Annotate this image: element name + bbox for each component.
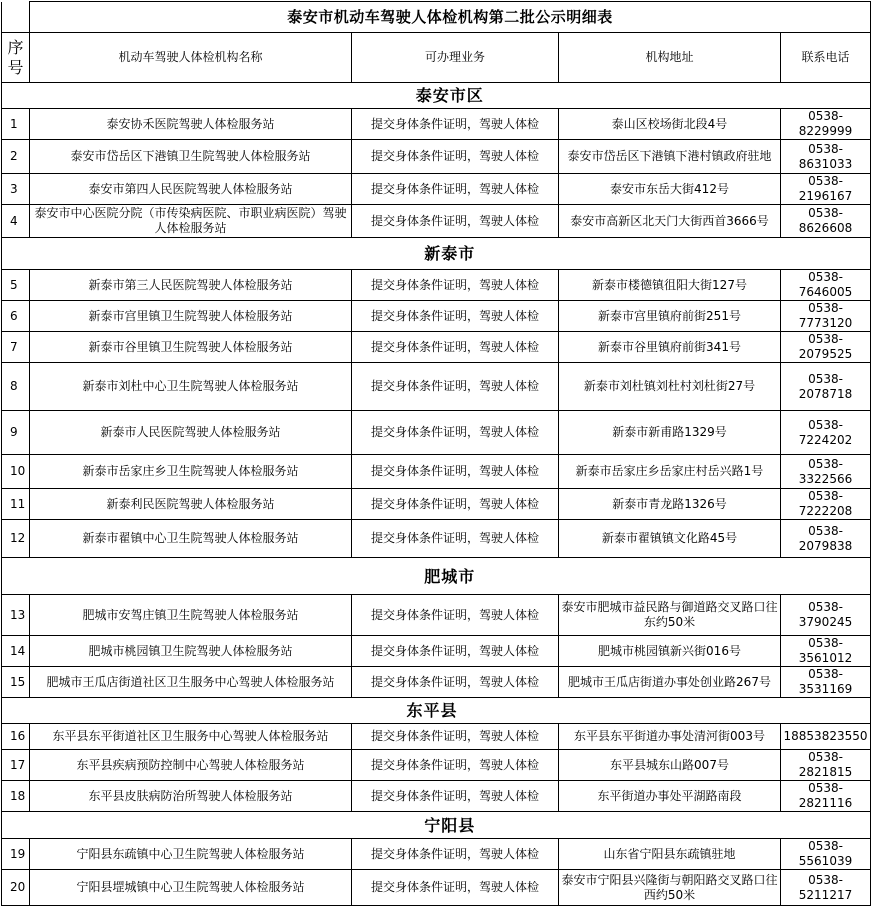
- row-address: 东平街道办事处平湖路南段: [559, 781, 781, 812]
- row-seq: 14: [2, 636, 30, 667]
- row-address: 肥城市桃园镇新兴街016号: [559, 636, 781, 667]
- header-seq: 序号: [2, 33, 30, 83]
- table-title: 泰安市机动车驾驶人体检机构第二批公示明细表: [30, 2, 871, 33]
- row-seq: 9: [2, 411, 30, 455]
- section-spacer: [2, 83, 30, 109]
- row-address: 新泰市岳家庄乡岳家庄村岳兴路1号: [559, 455, 781, 489]
- section-spacer: [2, 698, 30, 724]
- row-business: 提交身体条件证明，驾驶人体检: [352, 270, 559, 301]
- table-row: [2, 781, 871, 812]
- table-row: [2, 455, 871, 489]
- row-phone: 0538-3790245: [781, 595, 871, 636]
- row-business: 提交身体条件证明，驾驶人体检: [352, 781, 559, 812]
- row-seq: 15: [2, 667, 30, 698]
- row-phone: 0538-7224202: [781, 411, 871, 455]
- row-name: 泰安市第四人民医院驾驶人体检服务站: [30, 174, 352, 205]
- row-name: 新泰市第三人民医院驾驶人体检服务站: [30, 270, 352, 301]
- row-seq: 4: [2, 205, 30, 238]
- row-business: 提交身体条件证明，驾驶人体检: [352, 332, 559, 363]
- section-title: 新泰市: [30, 238, 871, 270]
- row-name: 肥城市安驾庄镇卫生院驾驶人体检服务站: [30, 595, 352, 636]
- row-address: 新泰市宫里镇府前街251号: [559, 301, 781, 332]
- section-spacer: [2, 558, 30, 595]
- table-row: [2, 363, 871, 411]
- row-seq: 18: [2, 781, 30, 812]
- row-phone: 0538-2079525: [781, 332, 871, 363]
- row-seq: 17: [2, 750, 30, 781]
- row-business: 提交身体条件证明，驾驶人体检: [352, 489, 559, 520]
- row-phone: 0538-8626608: [781, 205, 871, 238]
- section-title: 东平县: [30, 698, 871, 724]
- table-row: [2, 520, 871, 558]
- row-phone: 0538-8631033: [781, 140, 871, 174]
- section-spacer: [2, 238, 30, 270]
- section-row: [2, 812, 871, 839]
- row-seq: 6: [2, 301, 30, 332]
- title-corner: [2, 2, 30, 33]
- row-address: 泰山区校场街北段4号: [559, 109, 781, 140]
- row-seq: 3: [2, 174, 30, 205]
- row-phone: 0538-3322566: [781, 455, 871, 489]
- row-address: 泰安市肥城市益民路与御道路交叉路口往东约50米: [559, 595, 781, 636]
- row-business: 提交身体条件证明，驾驶人体检: [352, 667, 559, 698]
- row-name: 宁阳县堽城镇中心卫生院驾驶人体检服务站: [30, 870, 352, 906]
- row-business: 提交身体条件证明，驾驶人体检: [352, 724, 559, 750]
- row-name: 东平县东平街道社区卫生服务中心驾驶人体检服务站: [30, 724, 352, 750]
- row-name: 泰安市岱岳区下港镇卫生院驾驶人体检服务站: [30, 140, 352, 174]
- row-phone: 18853823550: [781, 724, 871, 750]
- row-seq: 16: [2, 724, 30, 750]
- table-row: [2, 301, 871, 332]
- row-name: 东平县皮肤病防治所驾驶人体检服务站: [30, 781, 352, 812]
- row-address: 新泰市楼德镇徂阳大街127号: [559, 270, 781, 301]
- header-phone: 联系电话: [781, 33, 871, 83]
- row-address: 新泰市青龙路1326号: [559, 489, 781, 520]
- row-seq: 5: [2, 270, 30, 301]
- row-address: 新泰市刘杜镇刘杜村刘杜街27号: [559, 363, 781, 411]
- header-business: 可办理业务: [352, 33, 559, 83]
- row-address: 东平县城东山路007号: [559, 750, 781, 781]
- row-name: 肥城市桃园镇卫生院驾驶人体检服务站: [30, 636, 352, 667]
- row-seq: 12: [2, 520, 30, 558]
- row-business: 提交身体条件证明，驾驶人体检: [352, 839, 559, 870]
- row-business: 提交身体条件证明，驾驶人体检: [352, 455, 559, 489]
- row-business: 提交身体条件证明，驾驶人体检: [352, 109, 559, 140]
- row-phone: 0538-7222208: [781, 489, 871, 520]
- row-address: 新泰市谷里镇府前街341号: [559, 332, 781, 363]
- row-name: 新泰市人民医院驾驶人体检服务站: [30, 411, 352, 455]
- row-name: 新泰市翟镇中心卫生院驾驶人体检服务站: [30, 520, 352, 558]
- row-business: 提交身体条件证明，驾驶人体检: [352, 205, 559, 238]
- row-seq: 13: [2, 595, 30, 636]
- row-name: 新泰市宫里镇卫生院驾驶人体检服务站: [30, 301, 352, 332]
- table-row: [2, 489, 871, 520]
- table-row: [2, 109, 871, 140]
- row-business: 提交身体条件证明，驾驶人体检: [352, 870, 559, 906]
- table-row: [2, 205, 871, 238]
- row-phone: 0538-5561039: [781, 839, 871, 870]
- row-name: 肥城市王瓜店街道社区卫生服务中心驾驶人体检服务站: [30, 667, 352, 698]
- row-business: 提交身体条件证明，驾驶人体检: [352, 411, 559, 455]
- table-row: [2, 411, 871, 455]
- table-row: [2, 332, 871, 363]
- row-phone: 0538-2079838: [781, 520, 871, 558]
- section-title: 宁阳县: [30, 812, 871, 839]
- row-phone: 0538-2821116: [781, 781, 871, 812]
- section-title: 肥城市: [30, 558, 871, 595]
- row-name: 新泰市谷里镇卫生院驾驶人体检服务站: [30, 332, 352, 363]
- table-row: [2, 870, 871, 906]
- row-address: 泰安市岱岳区下港镇下港村镇政府驻地: [559, 140, 781, 174]
- row-business: 提交身体条件证明，驾驶人体检: [352, 301, 559, 332]
- row-name: 泰安市中心医院分院（市传染病医院、市职业病医院）驾驶人体检服务站: [30, 205, 352, 238]
- row-name: 宁阳县东疏镇中心卫生院驾驶人体检服务站: [30, 839, 352, 870]
- row-business: 提交身体条件证明，驾驶人体检: [352, 636, 559, 667]
- row-address: 泰安市东岳大街412号: [559, 174, 781, 205]
- header-address: 机构地址: [559, 33, 781, 83]
- roster-table: [1, 1, 871, 906]
- table-row: [2, 174, 871, 205]
- row-address: 肥城市王瓜店街道办事处创业路267号: [559, 667, 781, 698]
- row-phone: 0538-2196167: [781, 174, 871, 205]
- row-address: 泰安市高新区北天门大街西首3666号: [559, 205, 781, 238]
- row-business: 提交身体条件证明，驾驶人体检: [352, 174, 559, 205]
- row-name: 新泰利民医院驾驶人体检服务站: [30, 489, 352, 520]
- section-row: [2, 83, 871, 109]
- row-phone: 0538-2078718: [781, 363, 871, 411]
- table-row: [2, 636, 871, 667]
- row-address: 新泰市翟镇镇文化路45号: [559, 520, 781, 558]
- row-seq: 11: [2, 489, 30, 520]
- row-business: 提交身体条件证明，驾驶人体检: [352, 363, 559, 411]
- row-seq: 19: [2, 839, 30, 870]
- table-row: [2, 270, 871, 301]
- section-row: [2, 238, 871, 270]
- row-address: 泰安市宁阳县兴隆街与朝阳路交叉路口往西约50米: [559, 870, 781, 906]
- table-row: [2, 667, 871, 698]
- section-title: 泰安市区: [30, 83, 871, 109]
- row-name: 新泰市岳家庄乡卫生院驾驶人体检服务站: [30, 455, 352, 489]
- row-phone: 0538-2821815: [781, 750, 871, 781]
- table-row: [2, 724, 871, 750]
- title-row: [2, 2, 871, 33]
- row-address: 新泰市新甫路1329号: [559, 411, 781, 455]
- row-seq: 10: [2, 455, 30, 489]
- header-name: 机动车驾驶人体检机构名称: [30, 33, 352, 83]
- row-seq: 20: [2, 870, 30, 906]
- table-row: [2, 595, 871, 636]
- header-row: [2, 33, 871, 83]
- row-business: 提交身体条件证明，驾驶人体检: [352, 140, 559, 174]
- row-business: 提交身体条件证明，驾驶人体检: [352, 520, 559, 558]
- section-row: [2, 558, 871, 595]
- row-address: 山东省宁阳县东疏镇驻地: [559, 839, 781, 870]
- row-phone: 0538-7646005: [781, 270, 871, 301]
- table-row: [2, 750, 871, 781]
- row-phone: 0538-3531169: [781, 667, 871, 698]
- row-business: 提交身体条件证明，驾驶人体检: [352, 595, 559, 636]
- row-seq: 8: [2, 363, 30, 411]
- row-phone: 0538-8229999: [781, 109, 871, 140]
- table-row: [2, 140, 871, 174]
- row-phone: 0538-5211217: [781, 870, 871, 906]
- row-phone: 0538-7773120: [781, 301, 871, 332]
- row-name: 东平县疾病预防控制中心驾驶人体检服务站: [30, 750, 352, 781]
- section-row: [2, 698, 871, 724]
- row-name: 新泰市刘杜中心卫生院驾驶人体检服务站: [30, 363, 352, 411]
- section-spacer: [2, 812, 30, 839]
- row-seq: 2: [2, 140, 30, 174]
- row-name: 泰安协禾医院驾驶人体检服务站: [30, 109, 352, 140]
- row-seq: 7: [2, 332, 30, 363]
- row-seq: 1: [2, 109, 30, 140]
- row-business: 提交身体条件证明，驾驶人体检: [352, 750, 559, 781]
- table-row: [2, 839, 871, 870]
- row-address: 东平县东平街道办事处清河街003号: [559, 724, 781, 750]
- row-phone: 0538-3561012: [781, 636, 871, 667]
